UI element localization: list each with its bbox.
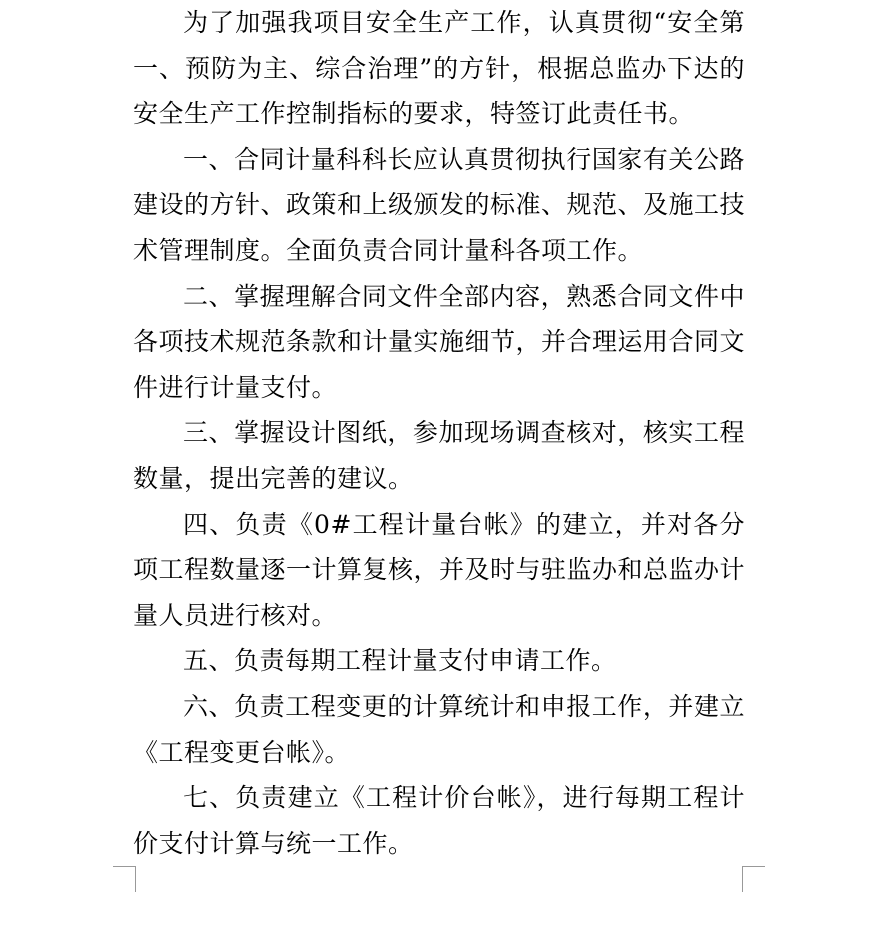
paragraph-item-7: 七、负责建立《工程计价台帐》，进行每期工程计价支付计算与统一工作。 — [133, 783, 745, 858]
page-margin-corner-right — [742, 866, 765, 892]
paragraph-item-5: 五、负责每期工程计量支付申请工作。 — [183, 646, 617, 676]
page-margin-corner-left — [113, 866, 136, 892]
paragraph-item-6: 六、负责工程变更的计算统计和申报工作，并建立《工程变更台帐》。 — [133, 691, 745, 767]
document-body — [133, 0, 745, 866]
paragraph-item-4: 四、负责《0#工程计量台帐》的建立，并对各分项工程数量逐一计算复核，并及时与驻监办和总监办计量人员进行核对。 — [133, 509, 746, 630]
paragraph-intro: 为了加强我项目安全生产工作，认真贯彻“安全第一、预防为主、综合治理”的方针，根据总监办下达的安全生产工作控制指标的要求，特签订此责任书。 — [133, 8, 745, 129]
paragraph-item-1: 一、合同计量科科长应认真贯彻执行国家有关公路建设的方针、政策和上级颁发的标准、规范、及施工技术管理制度。全面负责合同计量科各项工作。 — [133, 144, 746, 265]
paragraph-item-3: 三、掌握设计图纸，参加现场调查核对，核实工程数量，提出完善的建议。 — [133, 418, 745, 493]
paragraph-item-2: 二、掌握理解合同文件全部内容，熟悉合同文件中各项技术规范条款和计量实施细节，并合理运用合同文件进行计量支付。 — [133, 281, 746, 402]
